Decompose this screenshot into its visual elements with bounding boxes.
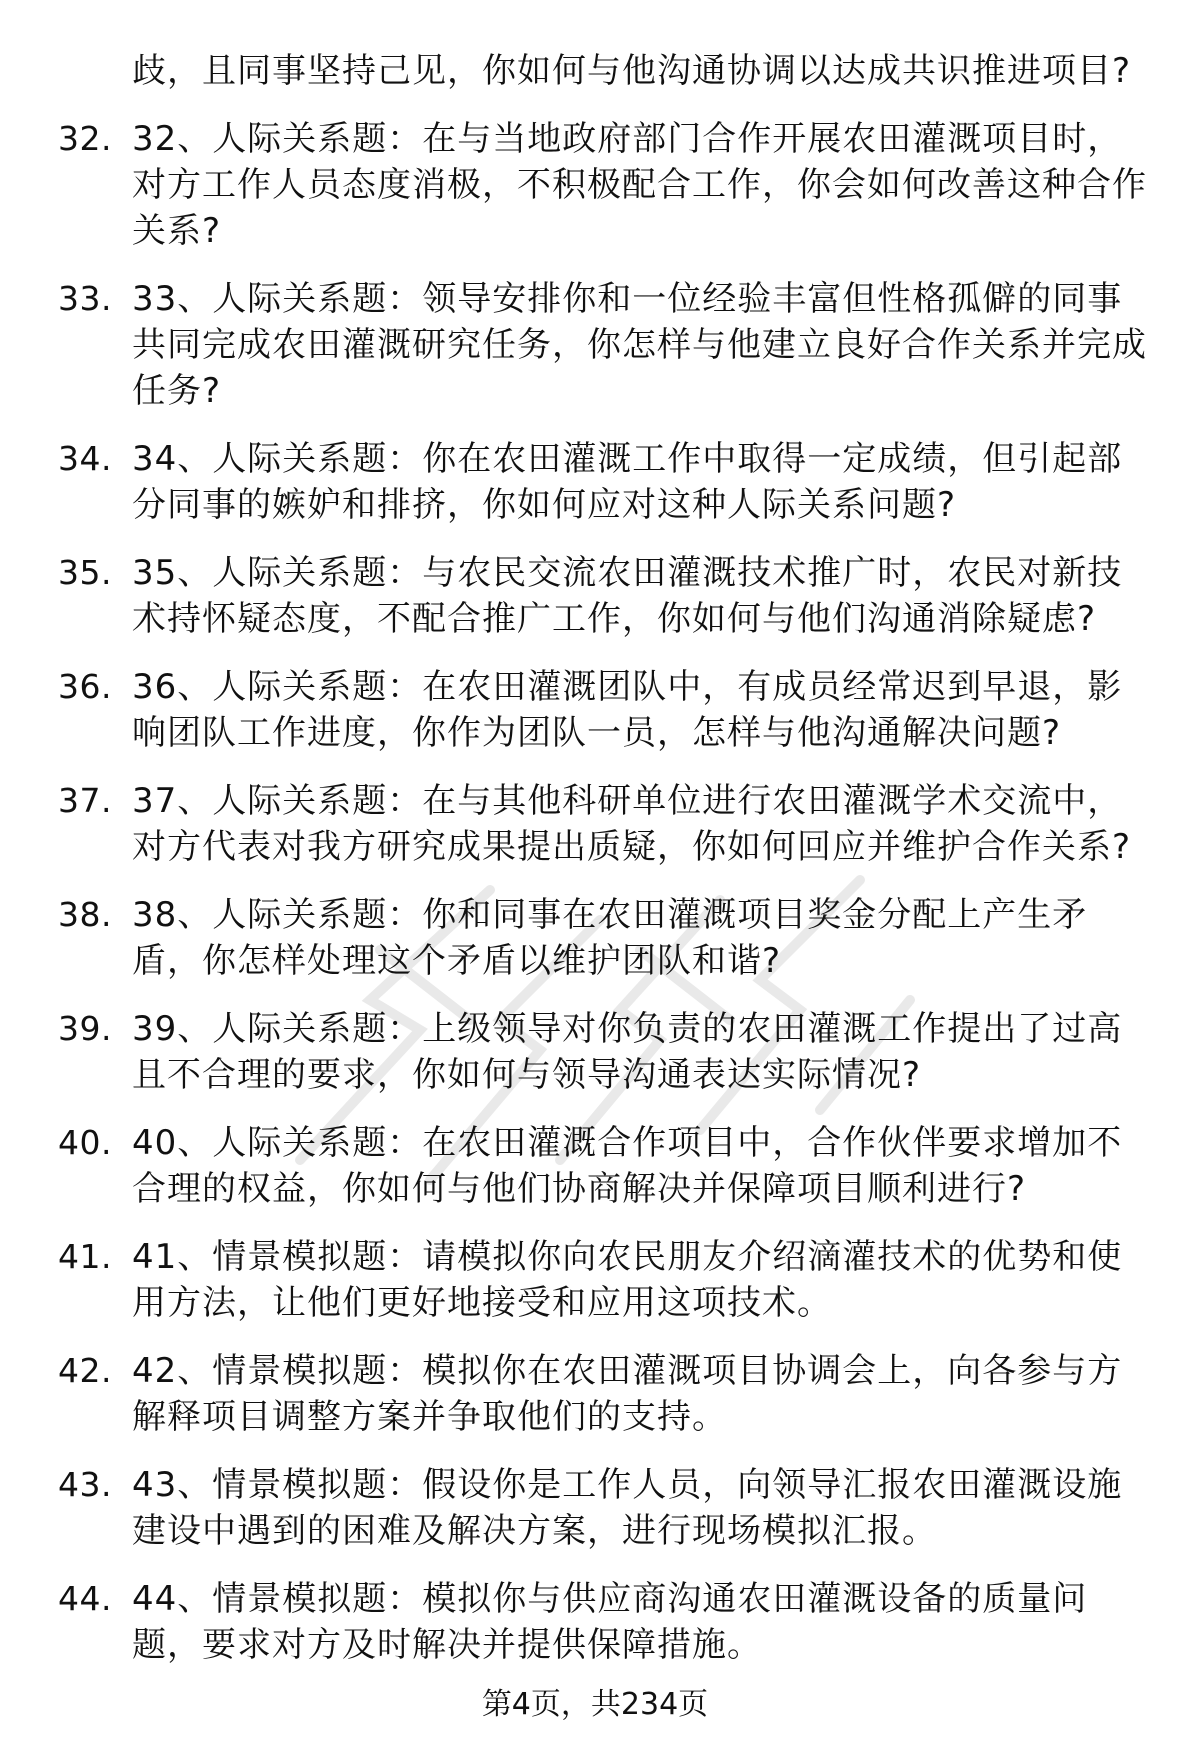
item-text: 38、人际关系题：你和同事在农田灌溉项目奖金分配上产生矛盾，你怎样处理这个矛盾以维护团队和谐?: [132, 895, 1088, 981]
item-text: 44、情景模拟题：模拟你与供应商沟通农田灌溉设备的质量问题，要求对方及时解决并提供保障措施。: [132, 1579, 1088, 1665]
list-item: [0, 550, 1190, 642]
item-text: 32、人际关系题：在与当地政府部门合作开展农田灌溉项目时，对方工作人员态度消极，不积极配合工作，你会如何改善这种合作关系?: [132, 119, 1147, 251]
list-item: [0, 664, 1190, 756]
list-item: [0, 1006, 1190, 1098]
item-text: 36、人际关系题：在农田灌溉团队中，有成员经常迟到早退，影响团队工作进度，你作为团队一员，怎样与他沟通解决问题?: [132, 667, 1123, 753]
item-text: 42、情景模拟题：模拟你在农田灌溉项目协调会上，向各参与方解释项目调整方案并争取他们的支持。: [132, 1351, 1123, 1437]
item-text: 40、人际关系题：在农田灌溉合作项目中，合作伙伴要求增加不合理的权益，你如何与他们协商解决并保障项目顺利进行?: [132, 1123, 1123, 1209]
item-text: 33、人际关系题：领导安排你和一位经验丰富但性格孤僻的同事共同完成农田灌溉研究任务，你怎样与他建立良好合作关系并完成任务?: [132, 279, 1147, 411]
list-item: [0, 1462, 1190, 1554]
item-number: 40.: [58, 1123, 112, 1162]
item-number: 36.: [58, 667, 112, 706]
item-number: 34.: [58, 439, 112, 478]
item-text: 39、人际关系题：上级领导对你负责的农田灌溉工作提出了过高且不合理的要求，你如何与领导沟通表达实际情况?: [132, 1009, 1123, 1095]
list-item: [0, 1234, 1190, 1326]
item-number: 37.: [58, 781, 112, 820]
item-number: 39.: [58, 1009, 112, 1048]
list-item: [0, 276, 1190, 414]
item-text: 35、人际关系题：与农民交流农田灌溉技术推广时，农民对新技术持怀疑态度，不配合推广工作，你如何与他们沟通消除疑虑?: [132, 553, 1123, 639]
page-footer: 第4页，共234页: [481, 1687, 709, 1722]
list-item: [0, 48, 1190, 94]
item-text: 41、情景模拟题：请模拟你向农民朋友介绍滴灌技术的优势和使用方法，让他们更好地接受和应用这项技术。: [132, 1237, 1123, 1323]
item-number: 32.: [58, 119, 112, 158]
list-item: [0, 1120, 1190, 1212]
item-number: 38.: [58, 895, 112, 934]
list-item: [0, 1576, 1190, 1668]
question-list: [0, 48, 1190, 1690]
list-item: [0, 1348, 1190, 1440]
item-number: 41.: [58, 1237, 112, 1276]
list-item: [0, 116, 1190, 254]
list-item: [0, 892, 1190, 984]
item-number: 42.: [58, 1351, 112, 1390]
item-text: 歧，且同事坚持己见，你如何与他沟通协调以达成共识推进项目?: [132, 51, 1132, 91]
list-item: [0, 436, 1190, 528]
list-item: [0, 778, 1190, 870]
item-text: 34、人际关系题：你在农田灌溉工作中取得一定成绩，但引起部分同事的嫉妒和排挤，你如何应对这种人际关系问题?: [132, 439, 1123, 525]
item-number: 33.: [58, 279, 112, 318]
item-number: 43.: [58, 1465, 112, 1504]
item-number: 35.: [58, 553, 112, 592]
item-text: 37、人际关系题：在与其他科研单位进行农田灌溉学术交流中，对方代表对我方研究成果提出质疑，你如何回应并维护合作关系?: [132, 781, 1132, 867]
item-text: 43、情景模拟题：假设你是工作人员，向领导汇报农田灌溉设施建设中遇到的困难及解决方案，进行现场模拟汇报。: [132, 1465, 1123, 1551]
item-number: 44.: [58, 1579, 112, 1618]
